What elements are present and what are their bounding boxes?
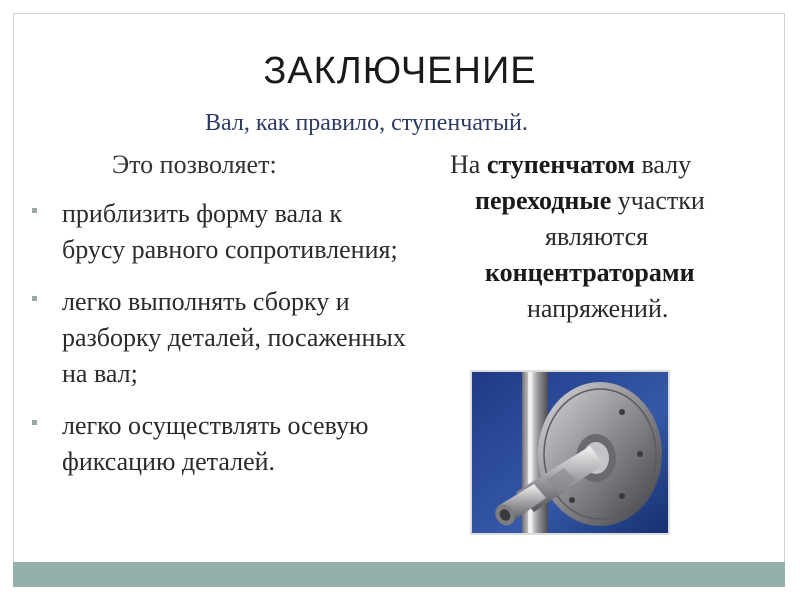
bullet-text: приблизить форму вала к брусу равного сопротивления; [62,199,398,264]
bullet-list [28,196,408,496]
stepped-shaft-image [472,372,668,533]
bullet-text: легко выполнять сборку и разборку деталей, посаженных на вал; [62,287,406,388]
bullet-text: легко осуществлять осевую фиксацию деталей. [62,411,369,476]
bullet-icon [32,420,37,425]
right-line-5 [430,291,770,327]
right-text-block [430,147,770,327]
slide-title: ЗАКЛЮЧЕНИЕ [263,50,537,92]
right-text-plain: участки [611,186,705,215]
list-item [28,284,408,392]
right-text-plain: являются [545,222,649,251]
right-line-3 [430,219,770,255]
slide-subtitle: Вал, как правило, ступенчатый. [205,110,528,136]
right-text-bold: концентраторами [485,258,695,287]
shaft-photo [470,370,670,535]
bottom-bar [13,562,785,587]
right-line-1 [430,147,770,183]
right-line-4 [430,255,770,291]
bullet-icon [32,296,37,301]
list-item [28,196,408,268]
right-text-bold: ступенчатом [486,150,635,179]
right-line-2 [430,183,770,219]
bullet-icon [32,208,37,213]
lead-text: Это позволяет: [112,150,277,179]
right-text-plain: напряжений. [527,294,669,323]
list-item [28,408,408,480]
right-text-plain: валу [634,150,692,179]
right-text-plain: На [450,150,487,179]
right-text-bold: переходные [475,186,612,215]
